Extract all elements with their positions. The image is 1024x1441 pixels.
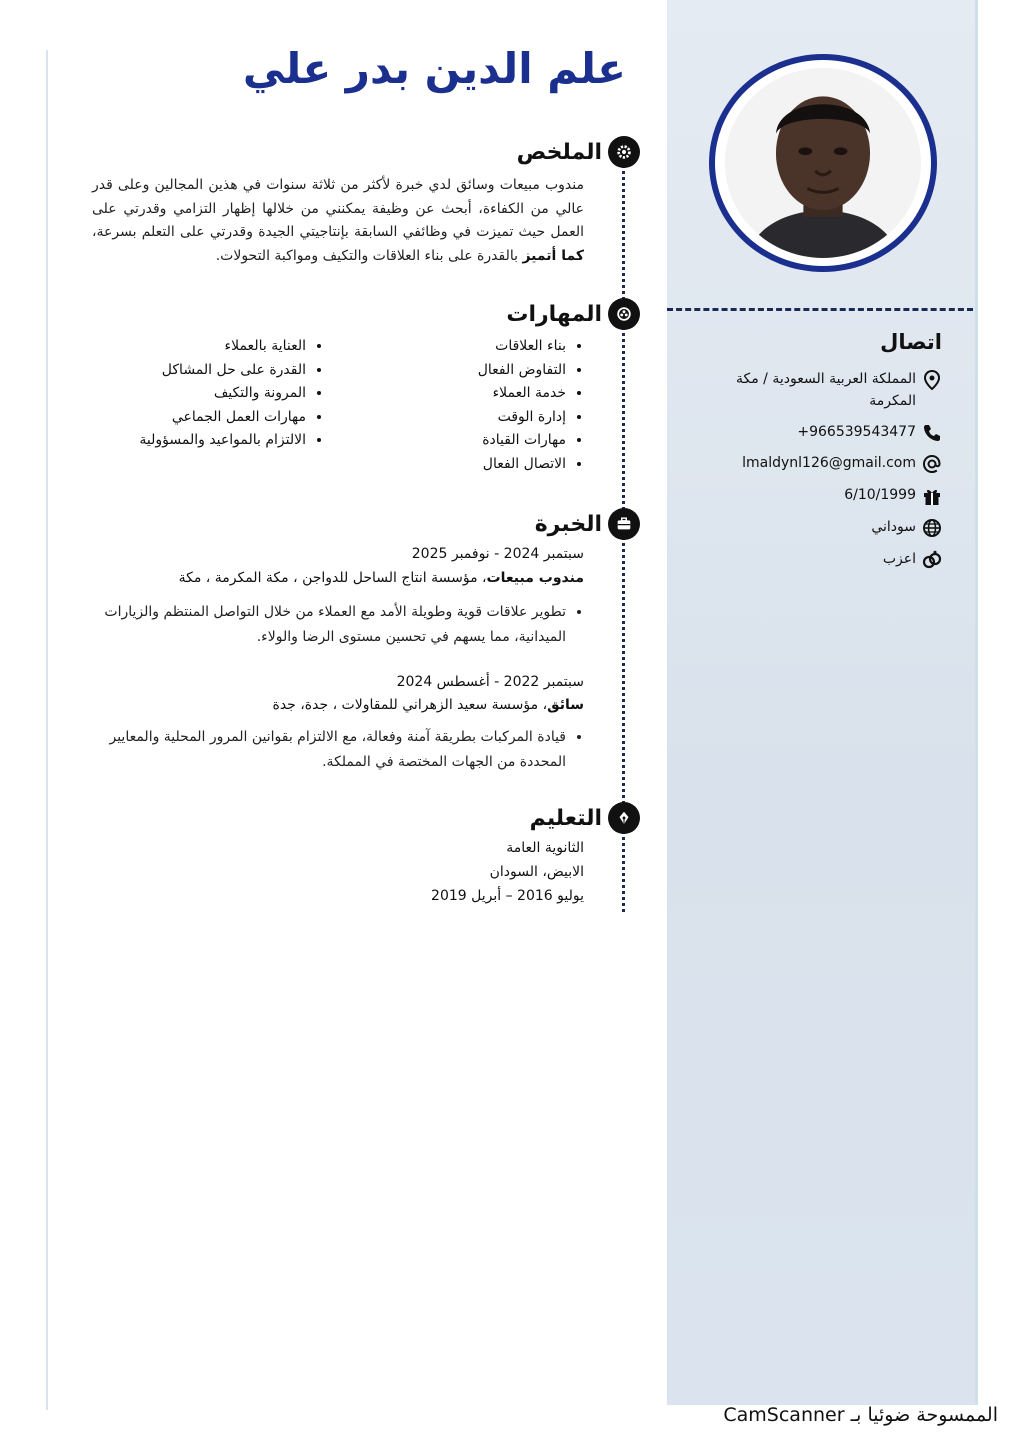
skills-title: المهارات xyxy=(506,301,602,327)
skill-item: • مهارات العمل الجماعي xyxy=(64,406,306,430)
page-left-edge xyxy=(46,50,48,1410)
contact-email xyxy=(702,452,942,474)
globe-icon xyxy=(922,518,942,538)
education-heading xyxy=(530,802,640,834)
summary-text-main: مندوب مبيعات وسائق لدي خبرة لأكثر من ثلاثة سنوات في هذين المجالين وعلى قدر عالي من الكفاءة، أبحث عن وظيفة يمكنني من خلالها إظهار التزامي وقدرتي على العمل حيث تميزت في وظائفي السابقة بإنتاجيتي الجيدة وقدرتي على التعلم بسرعة، xyxy=(92,177,584,240)
profile-photo xyxy=(709,54,937,272)
birthdate-text: 6/10/1999 xyxy=(844,487,916,503)
skills-heading xyxy=(506,298,640,330)
job-description xyxy=(100,600,584,650)
marital-status-text: اعزب xyxy=(882,551,916,567)
contact-address xyxy=(702,368,942,412)
location-pin-icon xyxy=(922,370,942,390)
contact-heading: اتصال xyxy=(880,330,942,354)
contact-nationality xyxy=(702,516,942,538)
rings-icon xyxy=(922,550,942,570)
job-dates: سبتمبر 2024 - نوفمبر 2025 xyxy=(411,546,584,562)
experience-title: الخبرة xyxy=(534,511,602,537)
pen-nib-icon xyxy=(608,802,640,834)
at-sign-icon xyxy=(922,454,942,474)
job-role: سائق xyxy=(547,697,584,713)
skill-item: • التفاوض الفعال xyxy=(478,359,566,383)
education-dates: يوليو 2016 – أبريل 2019 xyxy=(431,888,584,904)
skills-column-left xyxy=(64,335,324,453)
gear-icon xyxy=(608,136,640,168)
contact-marital-status xyxy=(702,548,942,570)
skill-item: • المرونة والتكيف xyxy=(64,382,306,406)
skill-item: • بناء العلاقات xyxy=(478,335,566,359)
phone-icon xyxy=(922,423,942,443)
skill-item: • الاتصال الفعال xyxy=(478,453,566,477)
job-role: مندوب مبيعات xyxy=(486,570,584,586)
job-org: ، مؤسسة انتاج الساحل للدواجن ، مكة المكرمة ، مكة xyxy=(178,570,487,586)
sidebar-edge xyxy=(975,0,978,1405)
job-title xyxy=(179,570,584,586)
education-title: التعليم xyxy=(529,805,602,831)
nationality-text: سوداني xyxy=(871,519,916,535)
brain-icon xyxy=(608,298,640,330)
phone-text: +966539543477 xyxy=(797,424,916,440)
address-text: المملكة العربية السعودية / مكة المكرمة xyxy=(736,371,916,409)
profile-photo-image xyxy=(725,68,921,258)
job-bullet: • تطوير علاقات قوية وطويلة الأمد مع العملاء من خلال التواصل المنتظم والزيارات الميدانية، مما يسهم في تحسين مستوى الرضا والولاء. xyxy=(100,600,566,650)
summary-title: الملخص xyxy=(516,139,602,165)
summary-text xyxy=(92,174,584,268)
contact-phone xyxy=(702,421,942,443)
contact-birthdate xyxy=(702,484,942,506)
candidate-name: علم الدين بدر علي xyxy=(242,44,626,93)
job-org: ، مؤسسة سعيد الزهراني للمقاولات ، جدة، جدة xyxy=(272,697,548,713)
summary-heading xyxy=(517,136,640,168)
summary-text-end: بالقدرة على بناء العلاقات والتكيف ومواكبة التحولات. xyxy=(215,247,523,264)
skill-item: • إدارة الوقت xyxy=(478,406,566,430)
job-bullet: • قيادة المركبات بطريقة آمنة وفعالة، مع الالتزام بقوانين المرور المحلية والمعايير المحددة من الجهات المختصة في المملكة. xyxy=(100,725,566,775)
email-text: lmaldynl126@gmail.com xyxy=(742,455,916,471)
skill-item: • خدمة العملاء xyxy=(478,382,566,406)
skill-item: • الالتزام بالمواعيد والمسؤولية xyxy=(64,429,306,453)
skill-item: • مهارات القيادة xyxy=(478,429,566,453)
job-dates: سبتمبر 2022 - أغسطس 2024 xyxy=(396,674,584,690)
skill-item: • العناية بالعملاء xyxy=(64,335,306,359)
briefcase-icon xyxy=(608,508,640,540)
job-title xyxy=(272,697,584,713)
education-degree: الثانوية العامة xyxy=(506,840,584,856)
contact-divider xyxy=(667,308,973,311)
scanner-watermark: الممسوحة ضوئيا بـ CamScanner xyxy=(723,1404,998,1426)
gift-icon xyxy=(922,486,942,506)
skill-item: • القدرة على حل المشاكل xyxy=(64,359,306,383)
education-location: الابيض، السودان xyxy=(489,864,584,880)
experience-heading xyxy=(535,508,640,540)
job-description xyxy=(100,725,584,775)
summary-text-bold: كما أتميز xyxy=(522,247,584,264)
skills-column-right xyxy=(478,335,584,476)
